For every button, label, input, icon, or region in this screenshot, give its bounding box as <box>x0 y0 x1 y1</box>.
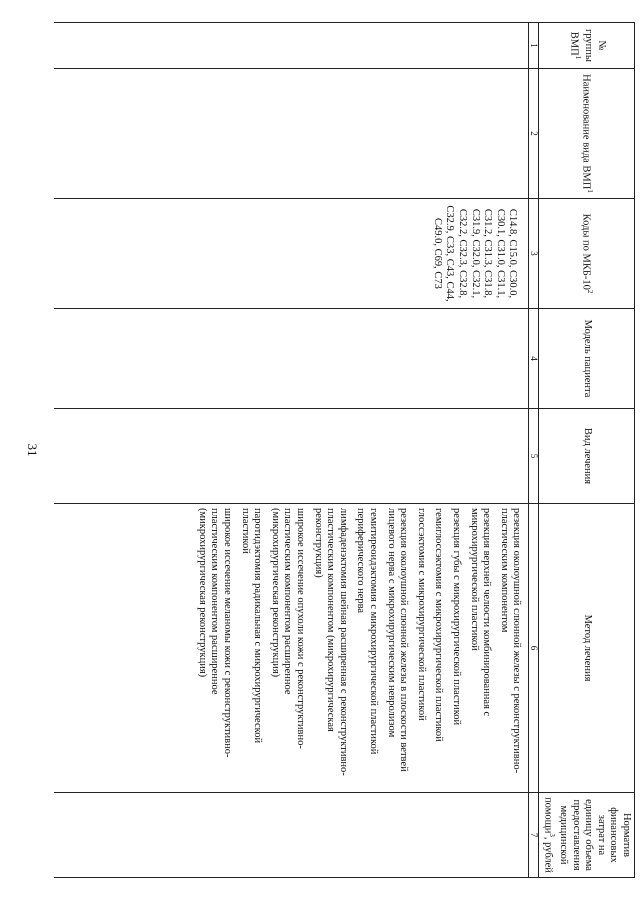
header-icd-codes: Коды по МКБ-$10^2$ <box>539 199 635 309</box>
vmp-name-cell <box>54 69 529 199</box>
patient-model-cell <box>54 309 529 409</box>
column-number: 4 <box>529 309 539 409</box>
treatment-type-cell <box>54 409 529 504</box>
header-row <box>539 23 635 878</box>
column-number-row <box>529 23 539 878</box>
group-number-cell <box>54 23 529 69</box>
header-patient-model: Модель пациента <box>539 309 635 409</box>
header-group-number: № группы ВМП$^1$ <box>539 23 635 69</box>
method-item: резекция околоушной слюнной железы в плоскости ветвей лицевого нерва с микрохирургическим невролизом <box>385 508 410 772</box>
column-number: 7 <box>529 793 539 878</box>
cost-standard-cell <box>54 793 529 878</box>
method-item: широкое иссечение опухоли кожи с реконструктивно-пластическим компонентом расширенное (микрохирургическая реконструкция) <box>269 508 307 749</box>
header-vmp-name: Наименование вида ВМП$^1$ <box>539 69 635 199</box>
method-item: резекция губы с микрохирургической пластикой <box>450 508 462 726</box>
method-item: резекция околоушной слюнной железы с реконструктивно-пластическим компонентом <box>498 508 523 774</box>
header-cost-standard: Норматив финансовых затрат на единицу объема предоставления медицинской помощи$^3$, рублей <box>539 793 635 878</box>
method-item: гемиглоссэктомия с микрохирургической пластикой <box>433 508 445 742</box>
header-treatment-method: Метод лечения <box>539 504 635 793</box>
column-number: 3 <box>529 199 539 309</box>
treatment-table <box>54 22 635 878</box>
header-treatment-type: Вид лечения <box>539 409 635 504</box>
method-item: широкое иссечение меланомы кожи с реконструктивно-пластическим компонентом расширенное (микрохирургическая реконструкция) <box>196 508 234 758</box>
method-item: паротидэктомия радикальная с микрохирургической пластикой <box>239 508 264 744</box>
column-number: 1 <box>529 23 539 69</box>
method-item: глоссэктомия с микрохирургической пластикой <box>415 508 427 721</box>
column-number: 5 <box>529 409 539 504</box>
treatment-method-cell <box>54 504 529 793</box>
column-number: 6 <box>529 504 539 793</box>
method-item: гемитиреоидэктомия с микрохирургической пластикой периферического нерва <box>355 508 379 755</box>
rotated-table-container <box>75 22 635 877</box>
column-number: 2 <box>529 69 539 199</box>
method-item: резекция верхней челюсти комбинированная с микрохирургической пластикой <box>468 508 493 717</box>
table-row <box>54 23 529 878</box>
method-item: лимфаденэктомия шейная расширенная с реконструктивно-пластическим компонентом (микрохирургическая реконструкция) <box>312 508 349 776</box>
icd-codes-cell: C14.8, C15.0, C30.0, C30.1, C31.0, C31.1, C31.2, C31.3, C31.8, C31.9, C32.0, C32.1, C32.2, C32.3, C32.8, C32.9, C33, C43, C44, C49.0, C69, C73 <box>54 199 529 309</box>
page-number: 31 <box>25 443 40 457</box>
